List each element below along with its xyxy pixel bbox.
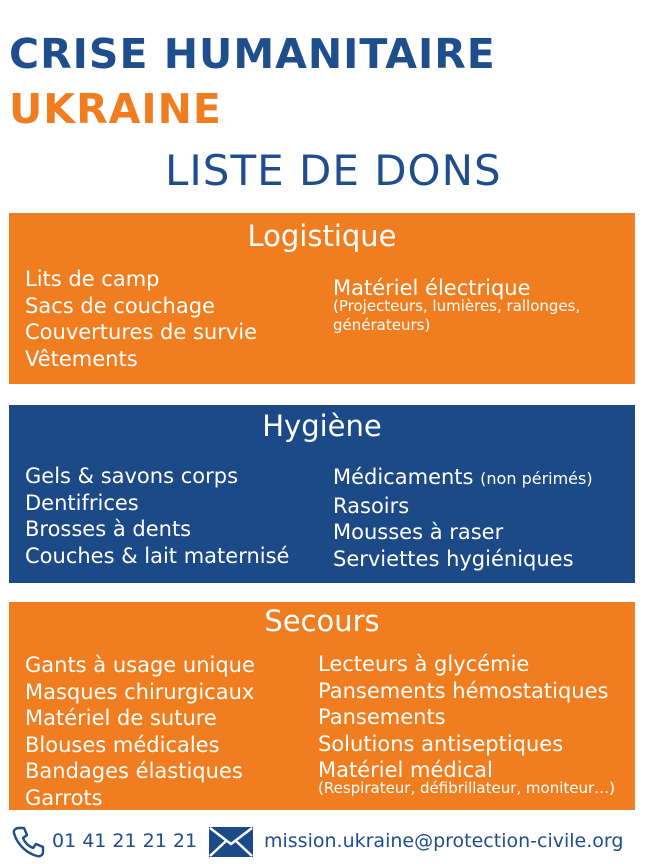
phone-link[interactable]: 01 41 21 21 21 [52,830,198,852]
list-item-label: Médicaments [333,465,474,489]
list-item: Garrots [25,785,103,810]
list-item: Dentifrices [25,490,139,515]
list-item: Couvertures de survie [25,320,258,344]
footer-contact [0,824,652,860]
list-item: Sacs de couchage [25,293,215,318]
list-item: Brosses à dents [25,517,192,541]
list-item: Matériel de suture [25,706,217,730]
phone-icon [10,824,46,860]
section-secours [9,602,635,810]
title-liste-de-dons: LISTE DE DONS [165,146,502,195]
list-item: Masques chirurgicaux [25,679,255,704]
list-item: Matériel électrique [333,276,531,300]
secours-right-list [318,651,615,798]
title-crise-humanitaire: CRISE HUMANITAIRE [9,30,496,78]
list-item: Matériel médical [318,758,493,782]
section-title-logistique: Logistique [247,219,397,253]
section-title-secours: Secours [264,604,380,638]
list-item: Mousses à raser [333,520,504,544]
list-item: Pansements hémostatiques [318,678,609,703]
list-item-note: (non périmés) [480,469,593,488]
list-item: Gels & savons corps [25,464,239,488]
title-ukraine: UKRAINE [9,85,222,133]
secours-left-list [25,652,255,811]
list-item: Lecteurs à glycémie [318,652,530,676]
list-item: Vêtements [25,346,138,371]
envelope-icon [208,826,254,858]
logistique-right-list [333,275,580,335]
email-link[interactable]: mission.ukraine@protection-civile.org [264,830,624,852]
list-item: Rasoirs [333,493,410,518]
list-item: Serviettes hygiéniques [333,546,574,571]
list-item-note: (Respirateur, défibrillateur, moniteur…) [318,778,616,797]
logistique-left-list [25,266,257,372]
section-hygiene [9,405,635,583]
list-item: Couches & lait maternisé [25,543,290,568]
hygiene-left-list [25,463,289,569]
hygiene-right-list [333,464,593,572]
list-item: Lits de camp [25,267,160,291]
list-item-note: (Projecteurs, lumières, rallonges, [333,296,581,315]
list-item: Gants à usage unique [25,653,255,677]
list-item: Pansements [318,705,446,729]
list-item-note: générateurs) [333,315,431,334]
list-item: Solutions antiseptiques [318,731,564,756]
section-logistique [9,213,635,384]
list-item: Blouses médicales [25,732,220,757]
list-item [333,464,593,493]
list-item: Bandages élastiques [25,759,243,783]
section-title-hygiene: Hygiène [262,409,382,443]
